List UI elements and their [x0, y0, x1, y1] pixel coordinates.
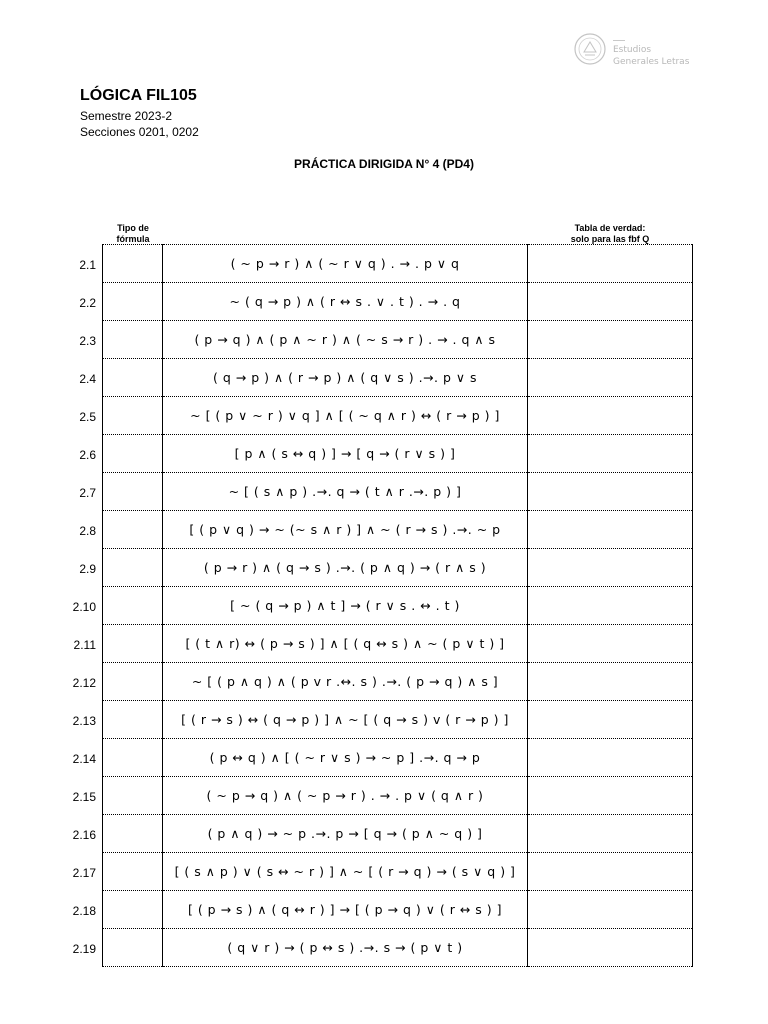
tipo-cell[interactable]	[103, 891, 163, 929]
table-row	[103, 283, 693, 321]
exercise-number: 2.16	[72, 828, 96, 842]
exercise-number: 2.5	[79, 410, 96, 424]
exercise-number: 2.11	[73, 638, 96, 652]
formula-cell: ~ ( q → p ) ∧ ( r ↔ s . ∨ . t ) . → . q	[163, 283, 528, 321]
table-row	[103, 549, 693, 587]
truth-table-cell[interactable]	[528, 283, 693, 321]
truth-table-cell[interactable]	[528, 891, 693, 929]
tipo-cell[interactable]	[103, 853, 163, 891]
semester-text: Semestre 2023-2	[80, 109, 173, 123]
tipo-cell[interactable]	[103, 245, 163, 283]
exercise-number: 2.1	[79, 258, 96, 272]
tipo-cell[interactable]	[103, 701, 163, 739]
table-row	[103, 625, 693, 663]
truth-table-cell[interactable]	[528, 739, 693, 777]
tipo-cell[interactable]	[103, 815, 163, 853]
formula-cell: ( ~ p → r ) ∧ ( ~ r ∨ q ) . → . p ∨ q	[163, 245, 528, 283]
exercise-number: 2.10	[72, 600, 96, 614]
formula-cell: [ ( p → s ) ∧ ( q ↔ r ) ] → [ ( p → q ) ∨ ( r ↔ s ) ]	[163, 891, 528, 929]
column-header-tipo	[104, 223, 162, 245]
truth-table-cell[interactable]	[528, 397, 693, 435]
document-heading: PRÁCTICA DIRIGIDA N° 4 (PD4)	[294, 157, 474, 171]
table-row	[103, 359, 693, 397]
logo-line-1: Estudios	[613, 45, 652, 55]
university-seal-icon	[573, 32, 607, 66]
table-row	[103, 245, 693, 283]
formula-cell: [ ~ ( q → p ) ∧ t ] → ( r ∨ s . ↔ . t )	[163, 587, 528, 625]
exercise-number: 2.13	[72, 714, 96, 728]
exercise-number: 2.14	[72, 752, 96, 766]
tipo-cell[interactable]	[103, 473, 163, 511]
formula-cell: ~ [ ( p ∨ ~ r ) ∨ q ] ∧ [ ( ~ q ∧ r ) ↔ ( r → p ) ]	[163, 397, 528, 435]
formula-cell: [ ( r → s ) ↔ ( q → p ) ] ∧ ~ [ ( q → s ) v ( r → p ) ]	[163, 701, 528, 739]
truth-table-cell[interactable]	[528, 701, 693, 739]
truth-table-cell[interactable]	[528, 245, 693, 283]
formula-cell: [ ( s ∧ p ) ∨ ( s ↔ ~ r ) ] ∧ ~ [ ( r → q ) → ( s ∨ q ) ]	[163, 853, 528, 891]
tipo-cell[interactable]	[103, 739, 163, 777]
formula-cell: ( p → r ) ∧ ( q → s ) .→. ( p ∧ q ) → ( r ∧ s )	[163, 549, 528, 587]
formula-cell: ~ [ ( p ∧ q ) ∧ ( p v r .↔. s ) .→. ( p → q ) ∧ s ]	[163, 663, 528, 701]
logo-divider	[613, 40, 625, 41]
university-logo	[573, 32, 693, 76]
exercise-number: 2.3	[79, 334, 96, 348]
truth-table-cell[interactable]	[528, 777, 693, 815]
truth-table-cell[interactable]	[528, 663, 693, 701]
table-row	[103, 815, 693, 853]
truth-table-cell[interactable]	[528, 435, 693, 473]
table-row	[103, 853, 693, 891]
tipo-cell[interactable]	[103, 663, 163, 701]
truth-table-cell[interactable]	[528, 929, 693, 967]
column-header-tabla-line-2: solo para las fbf Q	[570, 234, 650, 244]
tipo-cell[interactable]	[103, 283, 163, 321]
table-row	[103, 435, 693, 473]
exercise-number: 2.4	[79, 372, 96, 386]
course-title: LÓGICA FIL105	[80, 87, 197, 104]
truth-table-cell[interactable]	[528, 853, 693, 891]
tipo-cell[interactable]	[103, 397, 163, 435]
formula-cell: ~ [ ( s ∧ p ) .→. q → ( t ∧ r .→. p ) ]	[163, 473, 528, 511]
truth-table-cell[interactable]	[528, 359, 693, 397]
tipo-cell[interactable]	[103, 435, 163, 473]
formula-cell: [ ( t ∧ r) ↔ ( p → s ) ] ∧ [ ( q ↔ s ) ∧ ~ ( p ∨ t ) ]	[163, 625, 528, 663]
tipo-cell[interactable]	[103, 359, 163, 397]
table-row	[103, 473, 693, 511]
exercise-number: 2.9	[79, 562, 96, 576]
truth-table-cell[interactable]	[528, 321, 693, 359]
truth-table-cell[interactable]	[528, 473, 693, 511]
tipo-cell[interactable]	[103, 511, 163, 549]
column-header-tabla-line-1: Tabla de verdad:	[574, 223, 646, 233]
exercise-number: 2.17	[72, 866, 96, 880]
truth-table-cell[interactable]	[528, 815, 693, 853]
formula-cell: ( ~ p → q ) ∧ ( ~ p → r ) . → . p ∨ ( q ∧ r )	[163, 777, 528, 815]
table-row	[103, 397, 693, 435]
table-row	[103, 511, 693, 549]
tipo-cell[interactable]	[103, 587, 163, 625]
tipo-cell[interactable]	[103, 549, 163, 587]
truth-table-cell[interactable]	[528, 625, 693, 663]
exercise-number: 2.19	[72, 942, 96, 956]
exercise-number: 2.18	[72, 904, 96, 918]
truth-table-cell[interactable]	[528, 587, 693, 625]
table-row	[103, 929, 693, 967]
column-header-tabla	[558, 223, 662, 245]
tipo-cell[interactable]	[103, 929, 163, 967]
exercise-number: 2.7	[79, 486, 96, 500]
table-row	[103, 663, 693, 701]
table-row	[103, 739, 693, 777]
exercise-number: 2.12	[72, 676, 96, 690]
column-header-tipo-line-2: fórmula	[116, 234, 150, 244]
sections-text: Secciones 0201, 0202	[80, 125, 199, 139]
exercise-number: 2.8	[79, 524, 96, 538]
exercise-number: 2.15	[72, 790, 96, 804]
truth-table-cell[interactable]	[528, 549, 693, 587]
table-row	[103, 321, 693, 359]
truth-table-cell[interactable]	[528, 511, 693, 549]
logo-text	[613, 44, 689, 68]
formula-cell: ( p → q ) ∧ ( p ∧ ~ r ) ∧ ( ~ s → r ) . → . q ∧ s	[163, 321, 528, 359]
exercise-number: 2.6	[79, 448, 96, 462]
table-row	[103, 587, 693, 625]
formula-cell: ( q ∨ r ) → ( p ↔ s ) .→. s → ( p ∨ t )	[163, 929, 528, 967]
formula-cell: ( q → p ) ∧ ( r → p ) ∧ ( q ∨ s ) .→. p ∨ s	[163, 359, 528, 397]
formula-cell: [ p ∧ ( s ↔ q ) ] → [ q → ( r ∨ s ) ]	[163, 435, 528, 473]
tipo-cell[interactable]	[103, 321, 163, 359]
exercise-table	[102, 244, 693, 967]
formula-cell: [ ( p ∨ q ) → ~ (~ s ∧ r ) ] ∧ ~ ( r → s ) .→. ~ p	[163, 511, 528, 549]
formula-cell: ( p ∧ q ) → ~ p .→. p → [ q → ( p ∧ ~ q ) ]	[163, 815, 528, 853]
tipo-cell[interactable]	[103, 777, 163, 815]
tipo-cell[interactable]	[103, 625, 163, 663]
logo-line-2: Generales Letras	[613, 57, 690, 67]
formula-cell: ( p ↔ q ) ∧ [ ( ~ r ∨ s ) → ~ p ] .→. q → p	[163, 739, 528, 777]
exercise-number: 2.2	[79, 296, 96, 310]
table-row	[103, 891, 693, 929]
table-row	[103, 777, 693, 815]
column-header-tipo-line-1: Tipo de	[117, 223, 149, 233]
table-row	[103, 701, 693, 739]
